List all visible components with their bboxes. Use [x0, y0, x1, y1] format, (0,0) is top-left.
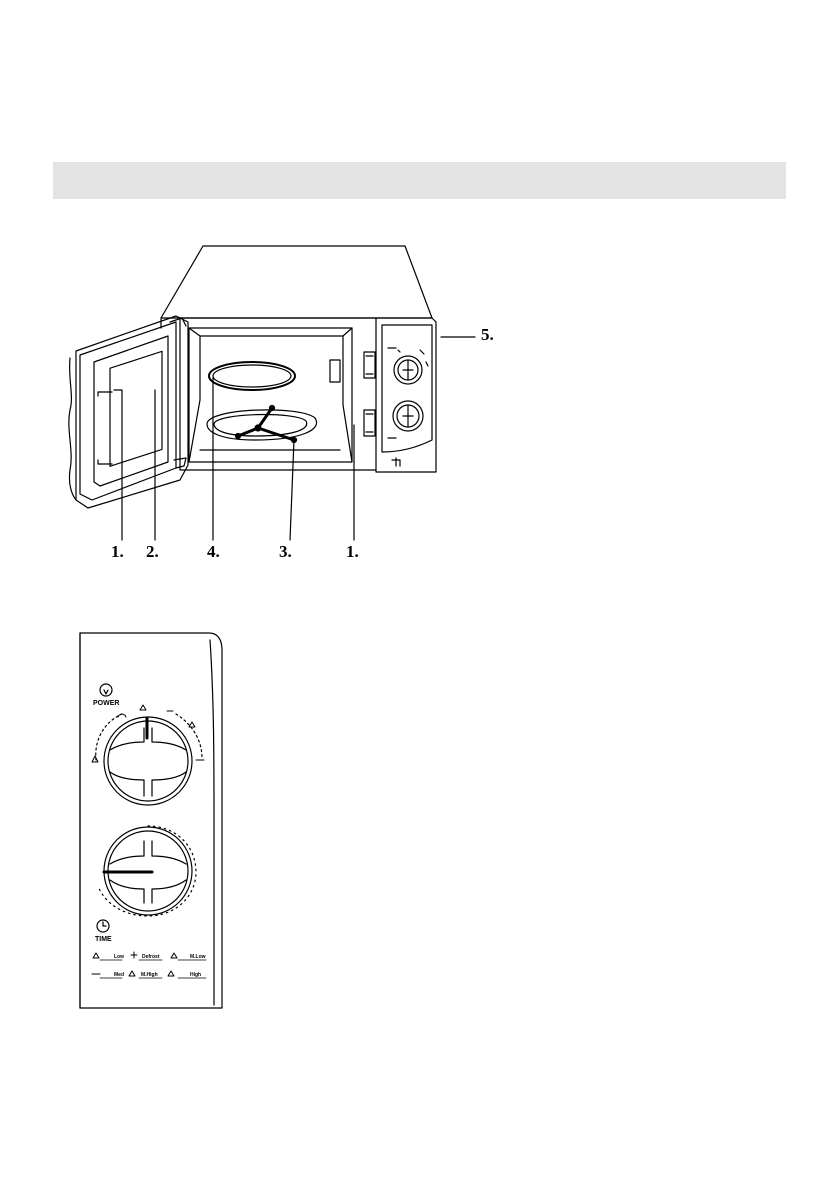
legend-defrost: Defrost [142, 954, 160, 960]
legend-high: High [190, 972, 202, 978]
power-dial-label: POWER [93, 700, 120, 707]
legend-m-high: M.High [141, 972, 158, 978]
callout-glass-tray: 4. [207, 542, 220, 561]
callout-control-panel: 5. [481, 325, 494, 344]
legend-low: Low [114, 954, 124, 960]
callout-door-window: 2. [146, 542, 159, 561]
callout-door-latch: 1. [111, 542, 124, 561]
callout-roller-ring: 3. [279, 542, 292, 561]
timer-dial-label: TIME [95, 936, 112, 943]
legend-m-low: M.Low [190, 954, 206, 960]
legend-med: Med [114, 972, 124, 978]
callout-safety-interlock: 1. [346, 542, 359, 561]
